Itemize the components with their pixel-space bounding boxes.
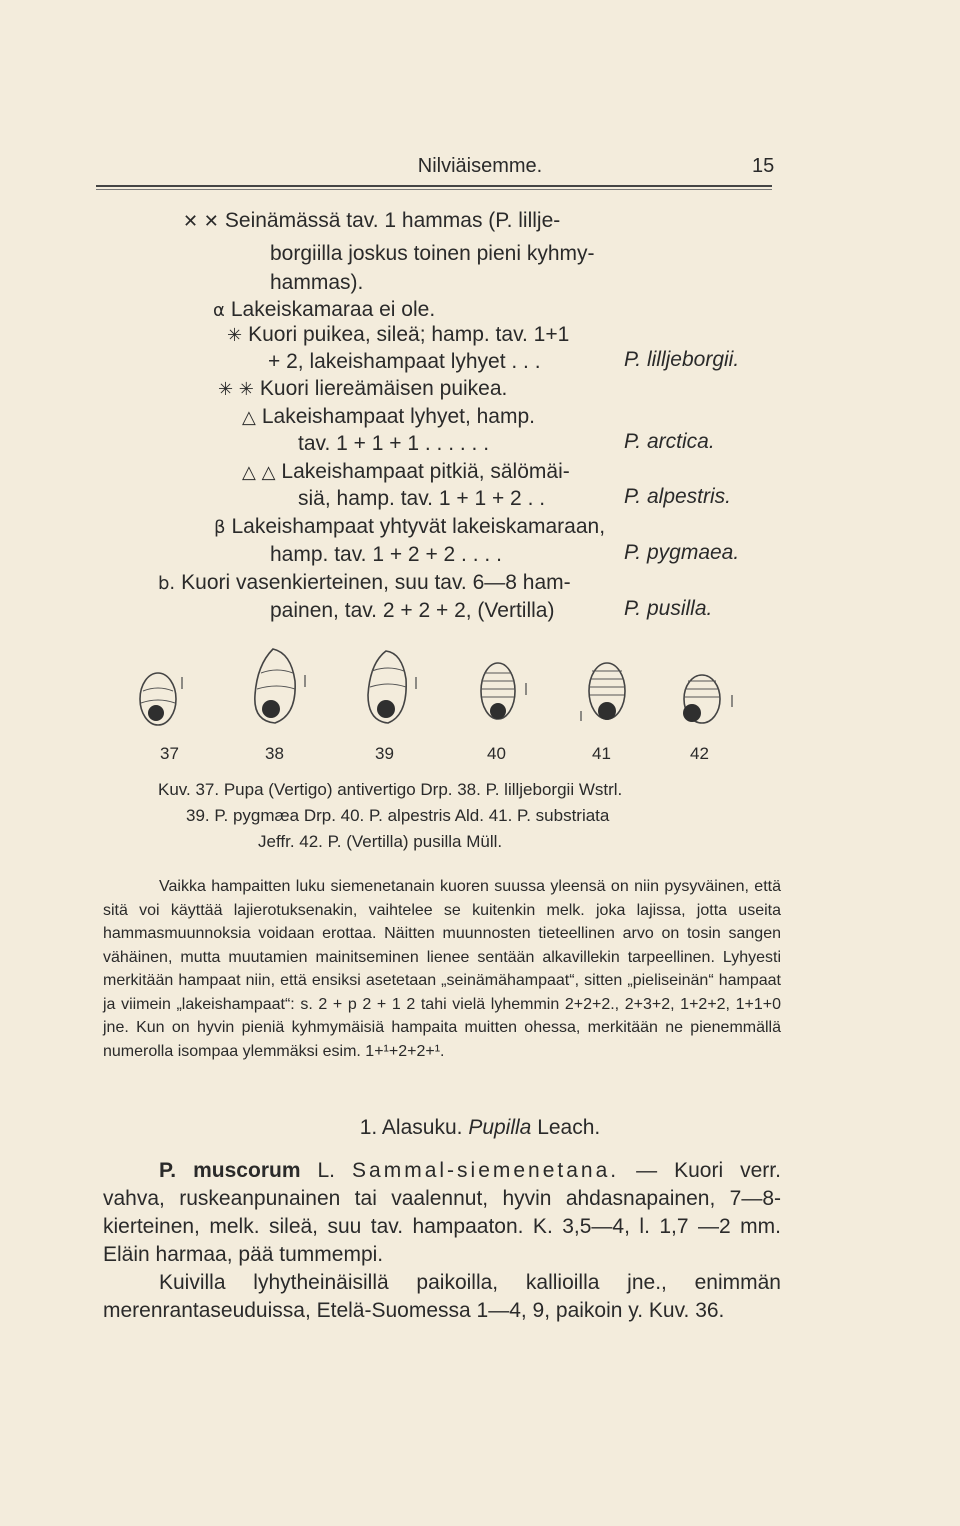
key-line: ✕ ✕ Seinämässä tav. 1 hammas (P. lillje-	[183, 209, 561, 232]
shell-figure-38	[243, 645, 313, 730]
key-line: painen, tav. 2 + 2 + 2, (Vertilla)	[270, 599, 555, 622]
figure-number: 41	[592, 744, 611, 763]
species-name: P. lilljeborgii.	[624, 348, 740, 371]
key-line: tav. 1 + 1 + 1 . . . . . .	[298, 432, 490, 455]
shell-figure-42	[668, 665, 738, 730]
species-name: P. pygmaea.	[624, 541, 740, 564]
figure-number: 37	[160, 744, 179, 763]
key-symbol: ✕ ✕	[183, 211, 219, 232]
species-name: P. alpestris.	[624, 485, 731, 508]
species-title: P. muscorum	[159, 1159, 301, 1182]
key-line: α Lakeiskamaraa ei ole.	[213, 298, 436, 321]
key-line: ✳ ✳ Kuori liereämäisen puikea.	[218, 377, 508, 400]
running-title: Nilviäisemme.	[417, 155, 543, 177]
figure-number: 40	[487, 744, 506, 763]
shell-figure-37	[130, 665, 190, 730]
shell-figure-40	[470, 655, 535, 730]
genus-name: Pupilla	[468, 1116, 532, 1139]
key-line: hammas).	[270, 271, 364, 294]
key-symbol: b.	[158, 573, 176, 594]
page-number: 15	[752, 155, 775, 177]
key-symbol: α	[213, 300, 225, 321]
key-line: b. Kuori vasenkierteinen, suu tav. 6—8 ham-	[158, 571, 571, 594]
key-line: siä, hamp. tav. 1 + 1 + 2 . .	[298, 487, 546, 510]
key-line: borgiilla joskus toinen pieni kyhmy-	[270, 242, 595, 265]
figure-number: 38	[265, 744, 284, 763]
key-line: hamp. tav. 1 + 2 + 2 . . . .	[270, 543, 502, 566]
key-line: ✳ Kuori puikea, sileä; hamp. tav. 1+1	[227, 323, 570, 346]
species-name: P. arctica.	[624, 430, 715, 453]
species-entry	[103, 1157, 781, 1325]
figure-number: 42	[690, 744, 709, 763]
species-name: P. pusilla.	[624, 597, 713, 620]
key-line: △ △ Lakeishampaat pitkiä, sälömäi-	[242, 460, 570, 483]
section-heading: 1. Alasuku. Pupilla Leach.	[359, 1116, 601, 1139]
shell-figure-39	[356, 645, 426, 730]
key-symbol: ✳	[227, 325, 243, 346]
figure-caption-line: Jeffr. 42. P. (Vertilla) pusilla Müll.	[258, 832, 503, 851]
figure-caption-line: Kuv. 37. Pupa (Vertigo) antivertigo Drp. 38. P. lilljeborgii Wstrl.	[158, 780, 623, 799]
species-distribution: Kuivilla lyhytheinäisillä paikoilla, kallioilla jne., enimmän merenrantaseuduissa, Etelä-Suomessa 1—4, 9, paikoin y. Kuv. 36.	[103, 1271, 781, 1322]
common-name: Sammal-siemenetana.	[352, 1159, 620, 1182]
header-rule	[96, 185, 772, 187]
key-symbol: ✳ ✳	[218, 379, 254, 400]
key-line: △ Lakeishampaat lyhyet, hamp.	[242, 405, 535, 428]
key-symbol: △	[242, 407, 256, 428]
key-line: + 2, lakeishampaat lyhyet . . .	[268, 350, 541, 373]
key-symbol: β	[214, 517, 226, 538]
key-line: β Lakeishampaat yhtyvät lakeiskamaraan,	[214, 515, 606, 538]
shell-figure-41	[577, 655, 642, 730]
body-paragraph-small: Vaikka hampaitten luku siemenetanain kuoren suussa yleensä on niin pysyväinen, että sitä voi käyttää lajierotuksenakin, vaihtelee se kuitenkin melk. joka lajissa, jotta useita hammasmuunnoksia voidaan erottaa. Näitten muunnosten tieteellinen arvo on tosin sangen vähäinen, mutta muutamien mainitseminen lienee sentään alkavillekin tarpeellinen. Lyhyesti merkitään hampaat niin, että ensiksi asetetaan „seinämähampaat“, sitten „pieliseinän“ hampaat ja viimein „lakeishampaat“: s. 2 + p 2 + 1 2 tahi vielä lyhemmin 2+2+2., 2+3+2, 1+2+2, 1+1+0 jne. Kun on hyvin pieniä kyhmymäisiä hampaita muitten ohessa, merkitään ne pienemmällä numerolla isompaa ylemmäksi esim. 1+¹+2+2+¹.	[103, 878, 781, 1060]
header-rule-thin	[96, 189, 772, 190]
key-symbol: △ △	[242, 462, 276, 483]
figure-number: 39	[375, 744, 394, 763]
species-description: P. muscorum L. Sammal-siemenetana. — Kuori verr. vahva, ruskeanpunainen tai vaalennut, hyvin ahdasnapainen, 7—8-kierteinen, melk. sileä, suu tav. hampaaton. K. 3,5—4, l. 1,7 —2 mm. Eläin harmaa, pää tummempi.	[103, 1159, 781, 1266]
figure-caption-line: 39. P. pygmæa Drp. 40. P. alpestris Ald. 41. P. substriata	[186, 806, 610, 825]
